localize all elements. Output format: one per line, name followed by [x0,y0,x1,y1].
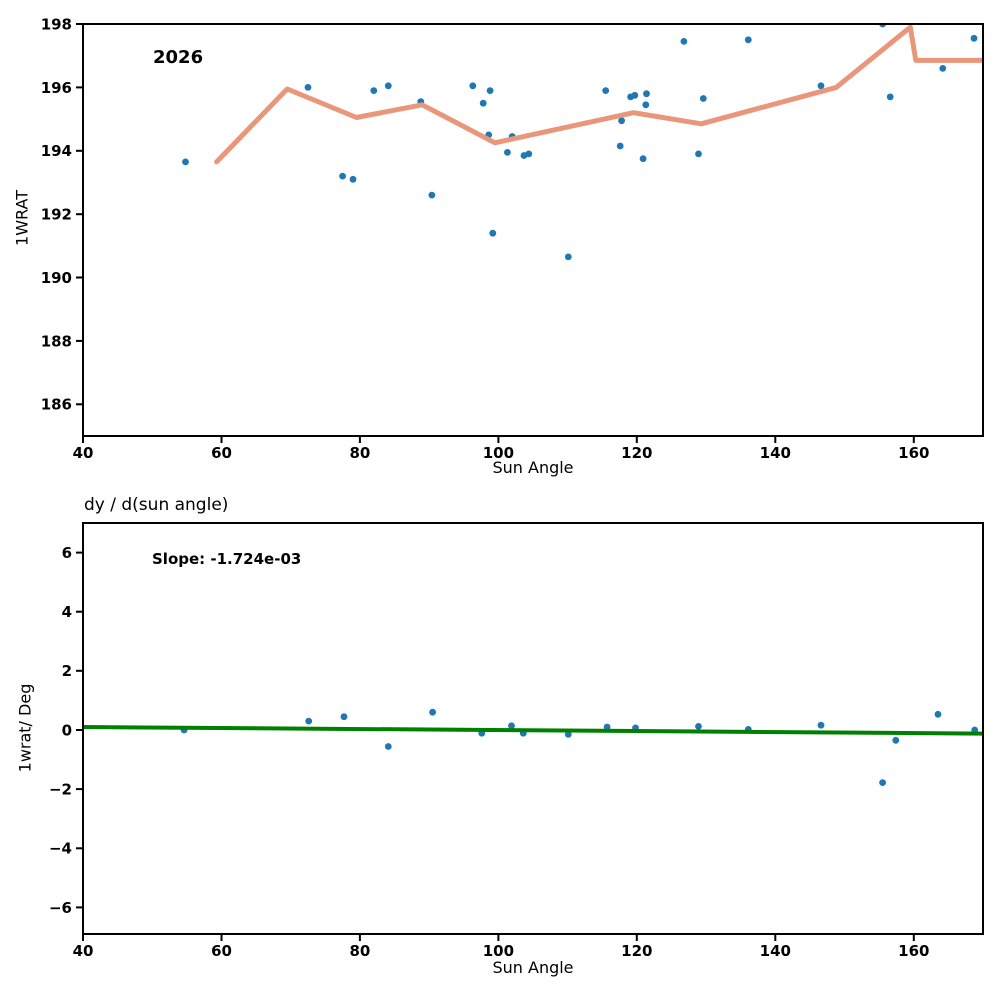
bottom-y-axis-label: 1wrat/ Deg [15,683,35,773]
scatter-point [631,92,638,99]
scatter-point [504,149,511,156]
y-tick-label: 188 [40,332,72,351]
y-tick-label: 186 [40,395,72,414]
x-tick-label: 80 [349,444,371,462]
scatter-point [745,36,752,43]
scatter-point [385,743,392,750]
scatter-point [429,709,436,716]
x-tick-label: 60 [211,942,232,960]
scatter-point [887,94,894,101]
x-tick-label: 80 [349,942,371,960]
bottom-slope-annotation: Slope: -1.724e-03 [152,550,302,568]
x-tick-label: 160 [898,444,930,462]
x-tick-label: 100 [482,444,515,462]
scatter-point [341,713,348,720]
bottom-x-axis-label: Sun Angle [492,958,574,977]
scatter-point [182,159,189,166]
scatter-point [385,82,392,89]
top-year-annotation: 2026 [153,47,204,68]
data-layer [182,21,983,261]
scatter-point [480,100,487,107]
bottom-plot-title: dy / d(sun angle) [84,495,229,515]
x-tick-label: 120 [621,942,653,960]
data-layer [83,709,983,786]
scatter-point [617,143,624,150]
scatter-point [469,82,476,89]
x-tick-label: 160 [898,942,930,960]
y-tick-label: −6 [48,898,72,917]
x-tick-label: 40 [72,942,94,960]
scatter-point [818,82,825,89]
y-tick-label: 190 [40,268,72,287]
scatter-point [700,95,707,102]
scatter-point [602,87,609,94]
y-tick-label: 0 [61,721,72,740]
y-tick-label: 194 [40,142,72,161]
y-tick-label: 2 [61,662,72,681]
scatter-point [525,151,532,158]
scatter-point [971,35,978,42]
scatter-point [489,230,496,237]
scatter-point [939,65,946,72]
scatter-point [565,254,572,261]
x-tick-label: 120 [621,444,653,462]
top-x-axis-label: Sun Angle [492,458,574,477]
scatter-point [339,173,346,180]
scatter-point [818,722,825,729]
x-tick-label: 100 [482,942,515,960]
scatter-point [487,87,494,94]
x-tick-label: 140 [759,444,791,462]
scatter-point [429,192,436,199]
fit-line [83,727,983,734]
scatter-point [350,176,357,183]
scatter-point [879,779,886,786]
scatter-point [681,38,688,45]
x-tick-label: 40 [72,444,94,462]
top-plot-area [41,15,983,462]
top-y-axis-label: 1WRAT [12,190,32,246]
scatter-point [643,90,650,97]
scatter-point [640,155,647,162]
scatter-point [695,151,702,158]
scatter-point [305,84,312,91]
x-tick-label: 140 [759,942,791,960]
y-tick-label: 4 [61,603,72,622]
trend-line [217,27,983,162]
y-tick-label: 198 [40,15,72,34]
scatter-point [892,737,899,744]
scatter-point [642,101,649,108]
y-tick-label: 196 [40,78,72,97]
bottom-plot-area [49,523,983,960]
y-tick-label: 192 [40,205,72,224]
scatter-point [695,723,702,730]
axes-frame [83,24,983,436]
y-tick-label: −4 [48,839,72,858]
scatter-point [935,711,942,718]
y-tick-label: −2 [48,780,72,799]
x-tick-label: 60 [211,444,232,462]
scatter-point [305,718,312,725]
y-tick-label: 6 [61,544,72,562]
scatter-point [370,87,377,94]
